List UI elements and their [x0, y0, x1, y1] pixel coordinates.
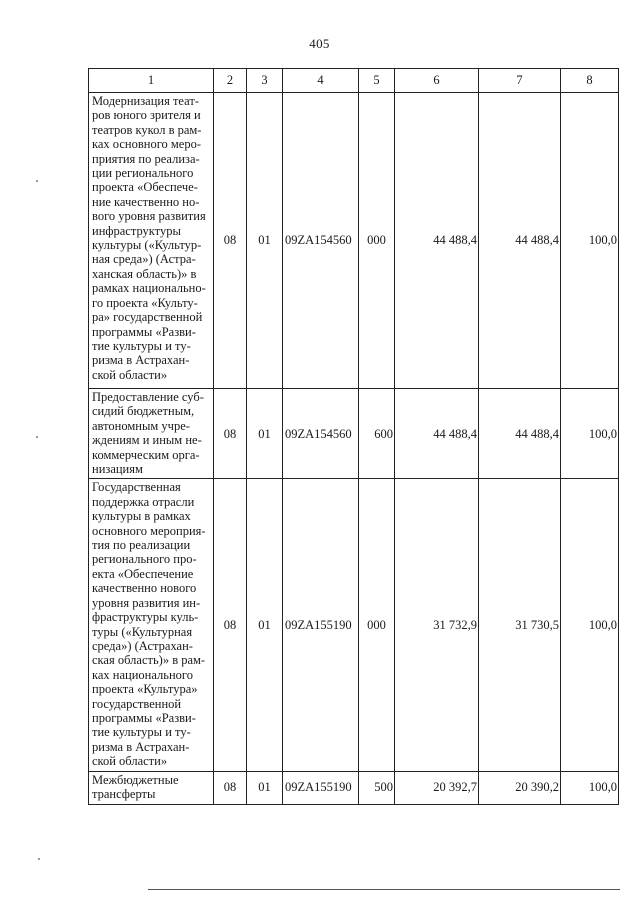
- row-subsection: 01: [247, 479, 283, 771]
- scan-speck: [36, 436, 38, 438]
- row-subsection: 01: [247, 771, 283, 804]
- scan-speck: [38, 858, 40, 860]
- header-col-3: 3: [247, 69, 283, 93]
- row-target-article: 09ZA154560: [283, 389, 359, 479]
- row-plan-amount: 44 488,4: [395, 93, 479, 389]
- table-row: [89, 479, 619, 771]
- page-number: 405: [309, 36, 330, 51]
- row-actual-amount: 31 730,5: [479, 479, 561, 771]
- row-target-article: 09ZA154560: [283, 93, 359, 389]
- header-col-1: 1: [89, 69, 214, 93]
- row-section: 08: [214, 93, 247, 389]
- scan-speck: [36, 180, 38, 182]
- row-plan-amount: 44 488,4: [395, 389, 479, 479]
- row-percent: 100,0: [561, 479, 619, 771]
- row-description: Государственная поддержка отрасли культуры в рамках основного мероприя- тия по реализации регионального про- екта «Обеспечение качественно нового уровня развития ин- фраструктуры куль- туры («Культурная среда») (Астрахан- ская область)» в рам- ках национального проекта «Культура» государственной программы «Разви- тие культуры и ту- ризма в Астрахан- ской области»: [89, 479, 214, 771]
- row-plan-amount: 20 392,7: [395, 771, 479, 804]
- row-expense-type: 000: [359, 93, 395, 389]
- row-description: Межбюджетные трансферты: [89, 771, 214, 804]
- table-row: [89, 93, 619, 389]
- row-expense-type: 500: [359, 771, 395, 804]
- row-expense-type: 000: [359, 479, 395, 771]
- table-row: [89, 389, 619, 479]
- row-section: 08: [214, 389, 247, 479]
- table-row: [89, 771, 619, 804]
- row-section: 08: [214, 479, 247, 771]
- row-description: Предоставление суб- сидий бюджетным, автономным учре- ждениям и иным не- коммерческим орга- низациям: [89, 389, 214, 479]
- row-expense-type: 600: [359, 389, 395, 479]
- header-col-5: 5: [359, 69, 395, 93]
- row-percent: 100,0: [561, 771, 619, 804]
- header-row: [89, 69, 619, 93]
- header-col-2: 2: [214, 69, 247, 93]
- row-target-article: 09ZA155190: [283, 479, 359, 771]
- row-percent: 100,0: [561, 389, 619, 479]
- row-actual-amount: 20 390,2: [479, 771, 561, 804]
- header-col-6: 6: [395, 69, 479, 93]
- row-description: Модернизация теат- ров юного зрителя и театров кукол в рам- ках основного меро- приятия по реализа- ции регионального проекта «Обеспече- ние качественно но- вого уровня развития инфраструктуры культуры («Культур- ная среда») (Астра- ханская область)» в рамках национально- го проекта «Культу- ра» государственной программы «Разви- тие культуры и ту- ризма в Астрахан- ской области»: [89, 93, 214, 389]
- row-actual-amount: 44 488,4: [479, 389, 561, 479]
- row-actual-amount: 44 488,4: [479, 93, 561, 389]
- header-col-4: 4: [283, 69, 359, 93]
- row-plan-amount: 31 732,9: [395, 479, 479, 771]
- row-subsection: 01: [247, 93, 283, 389]
- budget-table: [88, 68, 619, 805]
- row-section: 08: [214, 771, 247, 804]
- header-col-8: 8: [561, 69, 619, 93]
- header-col-7: 7: [479, 69, 561, 93]
- row-target-article: 09ZA155190: [283, 771, 359, 804]
- bottom-rule: [148, 889, 620, 890]
- row-percent: 100,0: [561, 93, 619, 389]
- row-subsection: 01: [247, 389, 283, 479]
